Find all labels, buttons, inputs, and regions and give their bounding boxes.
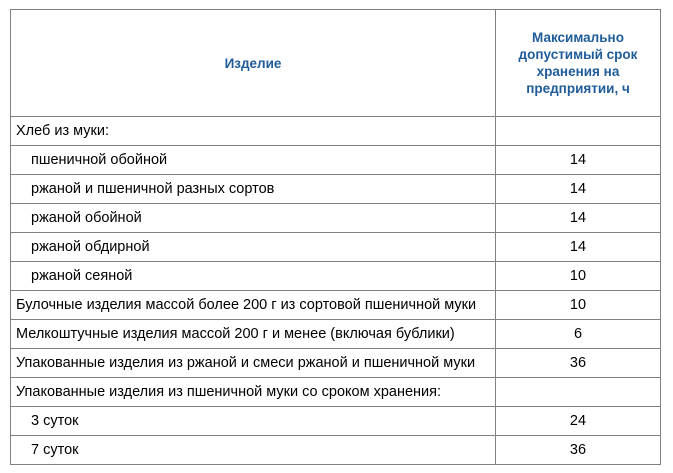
table-row: [11, 262, 661, 291]
row-value: 6: [496, 320, 661, 349]
table-row: [11, 233, 661, 262]
table-row: [11, 349, 661, 378]
table-row: [11, 204, 661, 233]
storage-table: [10, 9, 661, 465]
row-value: 14: [496, 233, 661, 262]
row-value: 36: [496, 349, 661, 378]
row-value: [496, 378, 661, 407]
row-name: Упакованные изделия из пшеничной муки со сроком хранения:: [11, 378, 496, 407]
header-max-storage-time: Максимально допустимый срок хранения на предприятии, ч: [496, 10, 661, 117]
row-name: ржаной сеяной: [11, 262, 496, 291]
row-value: [496, 117, 661, 146]
row-value: 36: [496, 436, 661, 465]
row-name: пшеничной обойной: [11, 146, 496, 175]
table-row: [11, 117, 661, 146]
table-row: [11, 175, 661, 204]
row-name: Упакованные изделия из ржаной и смеси ржаной и пшеничной муки: [11, 349, 496, 378]
table-row: [11, 436, 661, 465]
row-name: ржаной и пшеничной разных сортов: [11, 175, 496, 204]
table-header-row: [11, 10, 661, 117]
row-value: 14: [496, 175, 661, 204]
table-row: [11, 291, 661, 320]
row-name: Мелкоштучные изделия массой 200 г и менее (включая бублики): [11, 320, 496, 349]
row-value: 24: [496, 407, 661, 436]
table-row: [11, 378, 661, 407]
row-value: 14: [496, 204, 661, 233]
row-name: ржаной обойной: [11, 204, 496, 233]
table-row: [11, 320, 661, 349]
row-name: ржаной обдирной: [11, 233, 496, 262]
row-name: Хлеб из муки:: [11, 117, 496, 146]
table-row: [11, 146, 661, 175]
row-name: 7 суток: [11, 436, 496, 465]
row-value: 10: [496, 291, 661, 320]
row-value: 10: [496, 262, 661, 291]
row-name: 3 суток: [11, 407, 496, 436]
header-product: Изделие: [11, 10, 496, 117]
table-row: [11, 407, 661, 436]
row-value: 14: [496, 146, 661, 175]
row-name: Булочные изделия массой более 200 г из сортовой пшеничной муки: [11, 291, 496, 320]
